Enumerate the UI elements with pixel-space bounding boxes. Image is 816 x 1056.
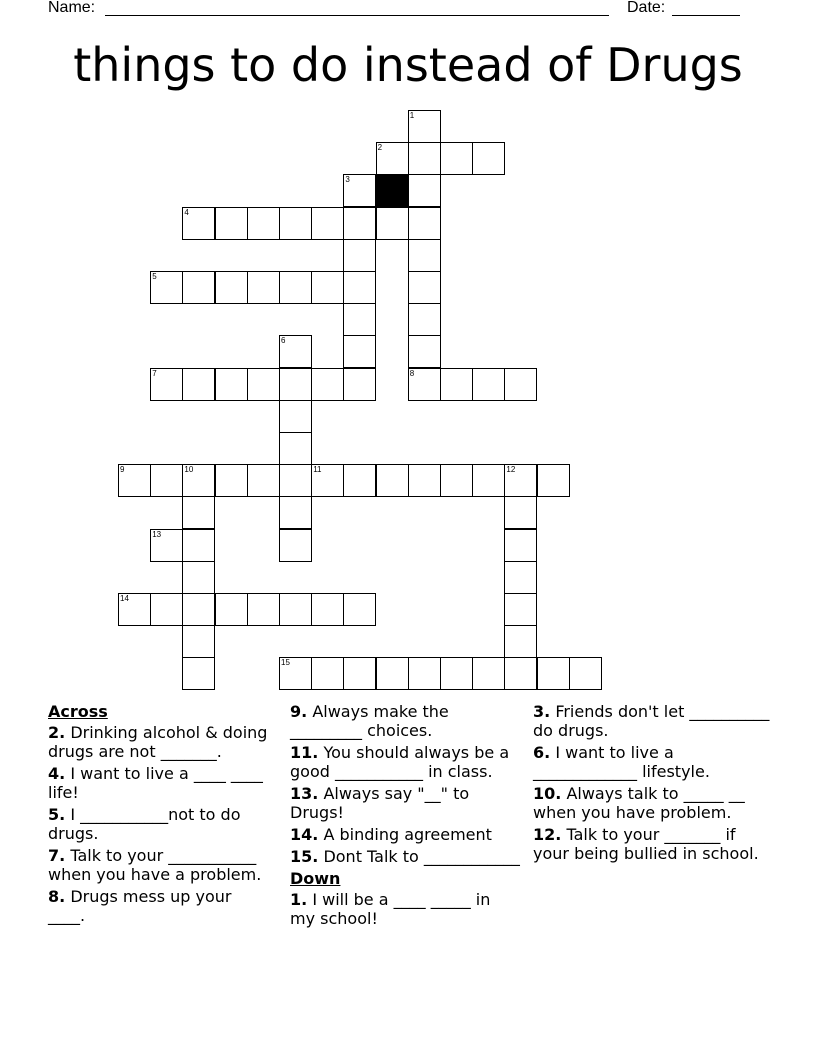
grid-cell[interactable] <box>247 368 280 401</box>
grid-cell[interactable] <box>376 207 409 240</box>
grid-cell[interactable] <box>408 271 441 304</box>
clues-column-1 <box>48 702 270 928</box>
grid-cell[interactable] <box>504 625 537 658</box>
clue-down-10 <box>533 784 773 822</box>
grid-cell[interactable] <box>182 271 215 304</box>
grid-cell-number: 2 <box>377 143 383 153</box>
clue-number: 6. <box>533 743 551 762</box>
clue-across-8 <box>48 887 270 925</box>
grid-cell-number: 14 <box>120 594 129 603</box>
clue-across-5 <box>48 805 270 843</box>
across-heading: Across <box>48 702 108 721</box>
grid-cell[interactable] <box>279 335 312 368</box>
grid-cell[interactable] <box>150 368 183 401</box>
clue-text: Always make the _________ choices. <box>290 702 449 740</box>
grid-cell[interactable] <box>408 110 441 143</box>
clue-number: 4. <box>48 764 66 783</box>
grid-cell[interactable] <box>408 207 441 240</box>
grid-cell-number: 13 <box>152 529 162 539</box>
grid-cell[interactable] <box>247 271 280 304</box>
grid-cell[interactable] <box>408 335 441 368</box>
clue-text: Always talk to _____ __ when you have problem. <box>533 784 745 822</box>
clue-number: 1. <box>290 890 308 909</box>
grid-cell[interactable] <box>279 464 312 497</box>
down-heading: Down <box>290 869 341 888</box>
clue-text: Friends don't let __________ do drugs. <box>533 702 770 740</box>
grid-cell[interactable] <box>182 368 215 401</box>
grid-cell[interactable] <box>504 496 537 529</box>
grid-cell[interactable] <box>247 464 280 497</box>
grid-cell[interactable] <box>247 207 280 240</box>
grid-cell[interactable] <box>311 207 344 240</box>
clue-across-14 <box>290 825 520 844</box>
grid-cell[interactable] <box>279 657 312 690</box>
clue-number: 9. <box>290 702 308 721</box>
grid-cell[interactable] <box>408 174 441 207</box>
clue-text: A binding agreement <box>323 825 492 844</box>
grid-cell-number: 7 <box>152 368 157 378</box>
clue-text: I want to live a _____________ lifestyle. <box>533 743 710 781</box>
grid-cell-number: 1 <box>409 111 415 120</box>
grid-cell[interactable] <box>215 593 248 626</box>
grid-cell[interactable] <box>279 529 312 562</box>
clue-text: Always say "__" to Drugs! <box>290 784 470 822</box>
grid-cell[interactable] <box>311 657 344 690</box>
clue-number: 7. <box>48 846 66 865</box>
grid-cell[interactable] <box>279 593 312 626</box>
grid-cell-number: 3 <box>345 175 350 185</box>
name-label: Name: <box>48 0 96 16</box>
grid-cell[interactable] <box>343 303 376 336</box>
clue-across-4 <box>48 764 270 802</box>
grid-cell[interactable] <box>279 496 312 529</box>
clue-number: 14. <box>290 825 319 844</box>
clue-number: 15. <box>290 847 319 866</box>
grid-cell-number: 12 <box>506 465 516 475</box>
clue-number: 8. <box>48 887 66 906</box>
grid-cell-number: 10 <box>184 465 194 475</box>
clues-column-3 <box>533 702 773 866</box>
clue-text: Drugs mess up your ____. <box>48 887 232 925</box>
grid-cell[interactable] <box>182 496 215 529</box>
grid-cell[interactable] <box>182 625 215 658</box>
grid-cell[interactable] <box>343 368 376 401</box>
grid-cell[interactable] <box>343 271 376 304</box>
grid-cell[interactable] <box>247 593 280 626</box>
clues-column-2 <box>290 702 520 931</box>
grid-block-cell <box>376 174 409 207</box>
grid-cell[interactable] <box>408 142 441 175</box>
grid-cell[interactable] <box>150 271 183 304</box>
grid-cell[interactable] <box>279 271 312 304</box>
grid-cell[interactable] <box>150 464 183 497</box>
clue-text: You should always be a good ___________ in class. <box>290 743 510 781</box>
clue-across-7 <box>48 846 270 884</box>
grid-cell[interactable] <box>215 368 248 401</box>
grid-cell[interactable] <box>537 464 570 497</box>
clue-number: 11. <box>290 743 319 762</box>
grid-cell[interactable] <box>472 657 505 690</box>
grid-cell[interactable] <box>504 368 537 401</box>
grid-cell[interactable] <box>408 239 441 272</box>
grid-cell[interactable] <box>343 335 376 368</box>
clue-down-3 <box>533 702 773 740</box>
clue-text: Drinking alcohol & doing drugs are not _______. <box>48 723 268 761</box>
grid-cell[interactable] <box>279 207 312 240</box>
grid-cell[interactable] <box>376 464 409 497</box>
grid-cell[interactable] <box>408 303 441 336</box>
grid-cell[interactable] <box>537 657 570 690</box>
clue-across-2 <box>48 723 270 761</box>
grid-cell[interactable] <box>440 657 473 690</box>
grid-cell[interactable] <box>311 464 344 497</box>
clue-number: 3. <box>533 702 551 721</box>
date-label: Date: <box>627 0 666 16</box>
grid-cell[interactable] <box>182 561 215 594</box>
clue-down-1 <box>290 890 520 928</box>
puzzle-title: things to do instead of Drugs <box>73 38 743 92</box>
grid-cell[interactable] <box>311 271 344 304</box>
clue-text: I will be a ____ _____ in my school! <box>290 890 491 928</box>
grid-cell[interactable] <box>376 142 409 175</box>
clue-number: 2. <box>48 723 66 742</box>
clue-text: I want to live a ____ ____ life! <box>48 764 263 802</box>
grid-cell[interactable] <box>504 593 537 626</box>
grid-cell[interactable] <box>408 464 441 497</box>
grid-cell[interactable] <box>215 464 248 497</box>
clue-number: 13. <box>290 784 319 803</box>
grid-cell[interactable] <box>182 529 215 562</box>
grid-cell[interactable] <box>440 368 473 401</box>
grid-cell[interactable] <box>118 464 151 497</box>
grid-cell-number: 8 <box>409 368 415 378</box>
grid-cell[interactable] <box>182 464 215 497</box>
grid-cell[interactable] <box>472 464 505 497</box>
grid-cell[interactable] <box>440 142 473 175</box>
clue-text: I ___________not to do drugs. <box>48 805 241 843</box>
grid-cell-number: 9 <box>120 465 125 475</box>
grid-cell[interactable] <box>343 207 376 240</box>
grid-cell[interactable] <box>215 207 248 240</box>
grid-cell[interactable] <box>279 368 312 401</box>
clue-down-6 <box>533 743 773 781</box>
grid-cell[interactable] <box>182 657 215 690</box>
grid-cell[interactable] <box>504 561 537 594</box>
grid-cell[interactable] <box>472 142 505 175</box>
grid-cell-number: 6 <box>281 336 286 346</box>
grid-cell[interactable] <box>408 657 441 690</box>
clue-number: 12. <box>533 825 562 844</box>
clue-number: 10. <box>533 784 562 803</box>
clue-across-13 <box>290 784 520 822</box>
grid-cell[interactable] <box>343 464 376 497</box>
clue-across-15 <box>290 847 520 866</box>
clue-text: Talk to your _______ if your being bullied in school. <box>533 825 759 863</box>
clue-across-9 <box>290 702 520 740</box>
grid-cell[interactable] <box>215 271 248 304</box>
grid-cell[interactable] <box>118 593 151 626</box>
clue-number: 5. <box>48 805 66 824</box>
grid-cell[interactable] <box>472 368 505 401</box>
grid-cell[interactable] <box>408 368 441 401</box>
grid-cell[interactable] <box>343 657 376 690</box>
grid-cell-number: 15 <box>281 658 290 668</box>
grid-cell[interactable] <box>569 657 602 690</box>
clue-down-12 <box>533 825 773 863</box>
grid-cell-number: 4 <box>184 207 189 217</box>
grid-cell[interactable] <box>343 239 376 272</box>
grid-cell[interactable] <box>440 464 473 497</box>
grid-cell[interactable] <box>279 432 312 465</box>
grid-cell[interactable] <box>376 657 409 690</box>
grid-cell[interactable] <box>343 174 376 207</box>
clue-text: Talk to your ___________ when you have a problem. <box>48 846 262 884</box>
grid-cell[interactable] <box>343 593 376 626</box>
grid-cell[interactable] <box>311 368 344 401</box>
grid-cell[interactable] <box>150 529 183 562</box>
clue-text: Dont Talk to ____________ <box>323 847 520 866</box>
grid-cell[interactable] <box>279 400 312 433</box>
grid-cell-number: 5 <box>152 272 157 281</box>
grid-cell[interactable] <box>504 657 537 690</box>
grid-cell[interactable] <box>311 593 344 626</box>
grid-cell[interactable] <box>182 207 215 240</box>
grid-cell[interactable] <box>182 593 215 626</box>
grid-cell[interactable] <box>504 529 537 562</box>
clue-across-11 <box>290 743 520 781</box>
grid-cell[interactable] <box>150 593 183 626</box>
grid-cell-number: 11 <box>313 465 322 475</box>
grid-cell[interactable] <box>504 464 537 497</box>
